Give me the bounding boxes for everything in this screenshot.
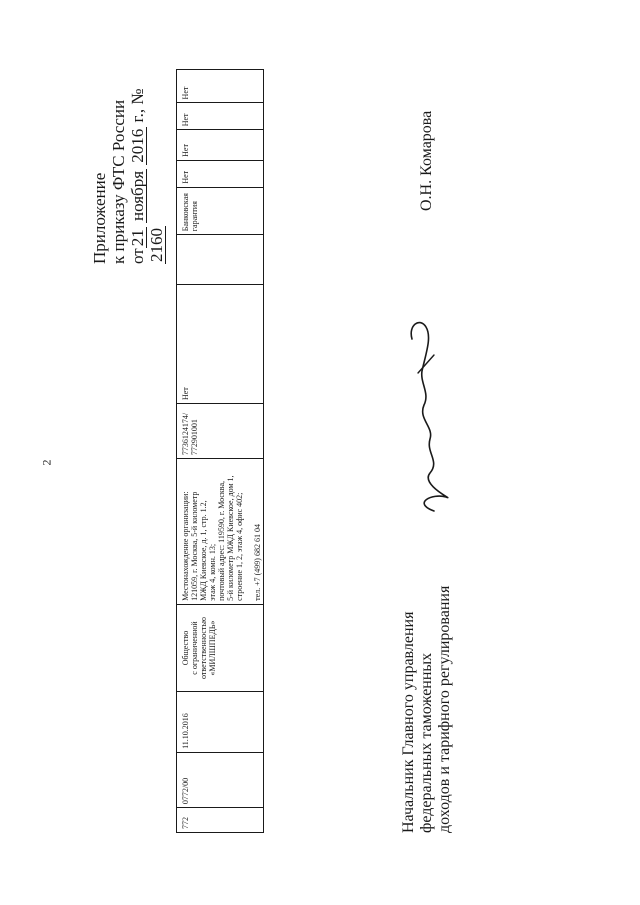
appendix-order-ref: к приказу ФТС России [109,99,128,264]
order-day: 21 [128,228,147,246]
document-sheet [40,53,600,853]
appendix-title: Приложение [90,172,109,264]
appendix-header [90,53,166,264]
from-label: от [128,247,147,264]
cell-organization: Общество с ограниченной ответственностью «МИЛШПЕДЬ» [177,603,263,690]
signer-name: О.Н. Комарова [418,110,435,211]
cell-reg-number: 0772/00 [177,751,263,806]
year-suffix: г. [128,112,147,122]
cell-inn-kpp: 7736124174/ 772901001 [177,403,263,458]
appendix-date-line: от21 ноября 2016 г., № 2160 [128,87,166,264]
signer-title: Начальник Главного управления федеральных таможенных доходов и тарифного регулирования [400,585,453,833]
registry-table [176,69,264,833]
order-number: 2160 [147,227,166,262]
number-label: № [128,87,147,105]
page-number: 2 [39,459,54,466]
cell-col7: Нет [177,283,263,402]
cell-date: 11.10.2016 [177,691,263,752]
order-month: ноября [128,170,147,221]
table-row [177,70,263,832]
order-year: 2016 [128,128,147,163]
cell-col12: Нет [177,102,263,129]
cell-col10: Нет [177,159,263,186]
cell-col11: Нет [177,129,263,160]
handwritten-signature [372,303,462,523]
cell-col8 [177,234,263,283]
cell-guarantee: Банковская гарантия [177,186,263,234]
cell-address: Местонахождение организации: 121059, г. Москва, 5-й километр МЖД Киевское, д. 1, стр. 1.2, этаж 4, комн. 13; почтовый адрес: 119590, г. Москва, 5-й километр МЖД Киевское, дом 1, строение 1, 2, этаж 4, офис 402; тел. +7 (499) 682 61 04 [177,458,263,604]
cell-code: 772 [177,807,263,832]
cell-col13: Нет [181,86,190,99]
